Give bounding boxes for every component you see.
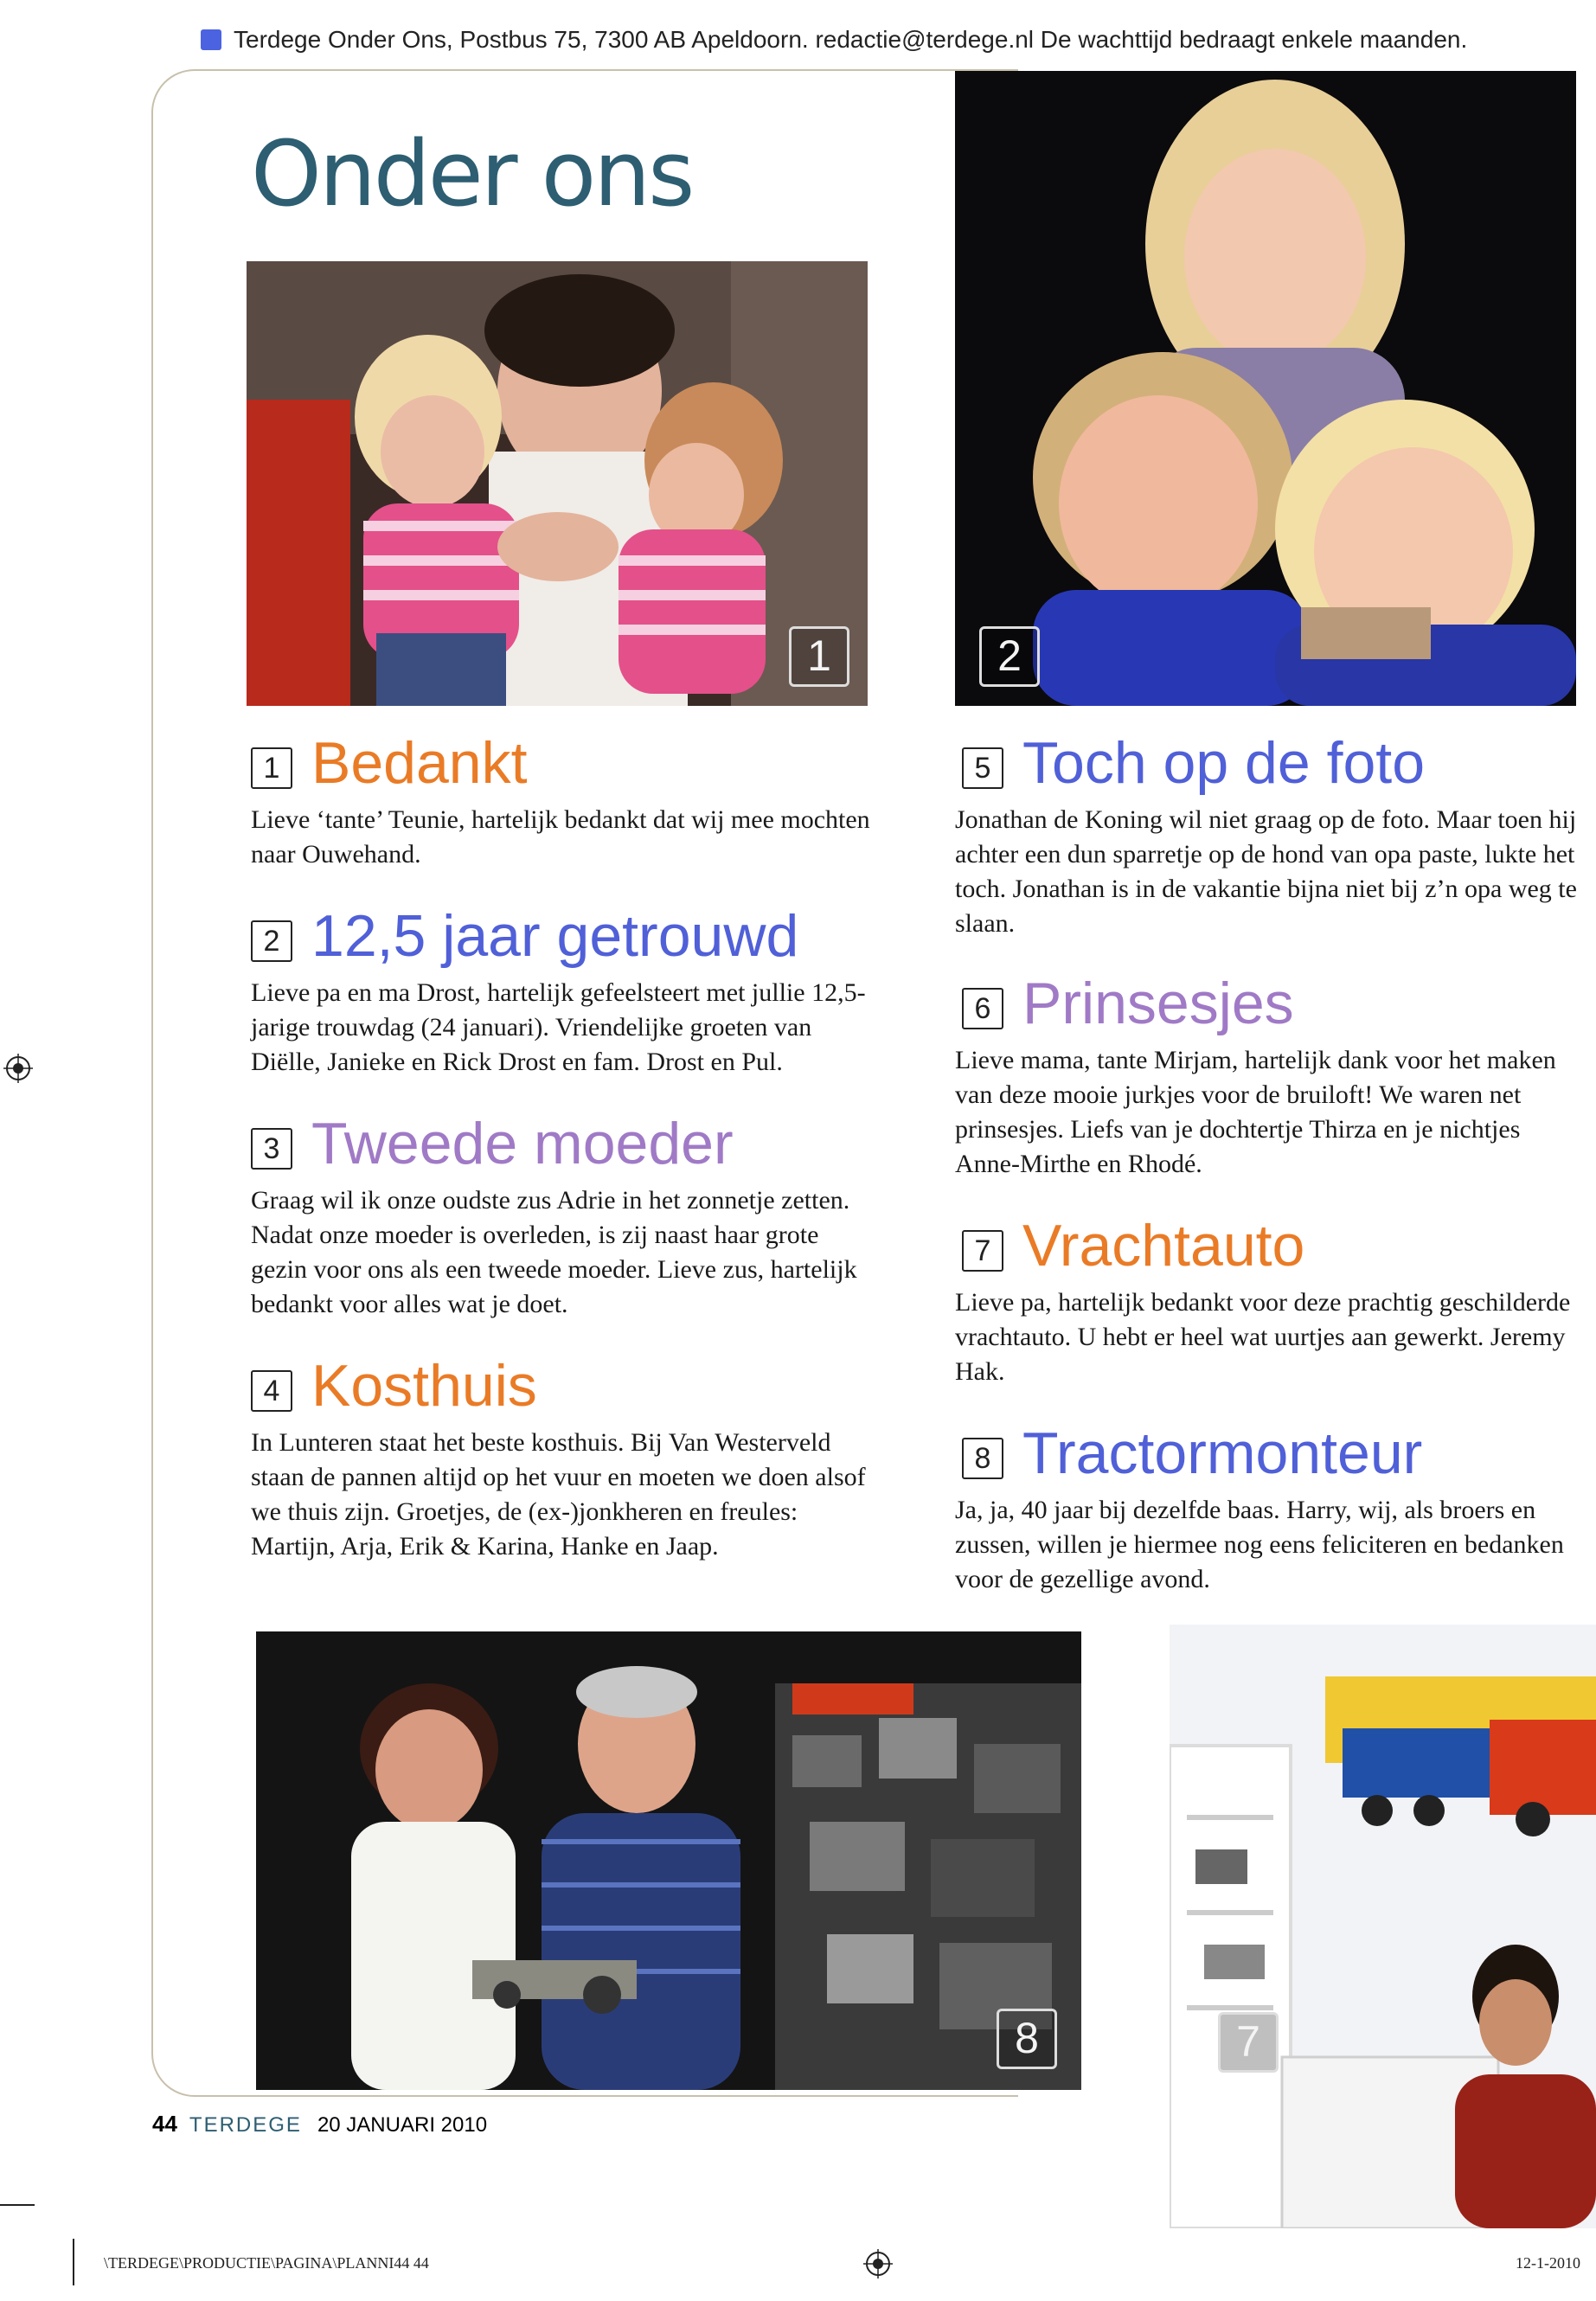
heading-1 (251, 730, 528, 796)
photo-2-three-children (955, 71, 1576, 706)
heading-4 (251, 1353, 537, 1419)
item-number-8: 8 (962, 1438, 1003, 1479)
page-title: Onder ons (251, 121, 693, 227)
text-5: Jonathan de Koning wil niet graag op de foto. Maar toen hij achter een dun sparretje op de hond van opa paste, lukte het toch. Jonathan is in de vakantie bijna niet bij z’n opa weg te slaan. (955, 805, 1577, 938)
crop-mark-vertical (73, 2239, 74, 2285)
footer-brand: TERDEGE (189, 2113, 302, 2137)
text-6: Lieve mama, tante Mirjam, hartelijk dank voor het maken van deze mooie jurkjes voor de bruiloft! We waren net prinsesjes. Liefs van je dochtertje Thirza en je nichtjes Anne-Mirthe en Rhodé. (955, 1046, 1556, 1178)
heading-8-title: Tractormonteur (1022, 1420, 1423, 1486)
photo-7-number-badge: 7 (1218, 2012, 1279, 2073)
crop-mark-horizontal (0, 2204, 35, 2206)
heading-4-title: Kosthuis (311, 1353, 537, 1419)
registration-mark-icon (3, 1054, 33, 1083)
item-number-6: 6 (962, 988, 1003, 1029)
heading-1-title: Bedankt (311, 730, 528, 796)
photo-7-boy-truck (1170, 1625, 1596, 2228)
photo-1-mother-daughters (247, 261, 868, 706)
contact-text: Terdege Onder Ons, Postbus 75, 7300 AB Apeldoorn. redactie@terdege.nl De wachttijd bedraagt enkele maanden. (234, 26, 1468, 53)
text-3: Graag wil ik onze oudste zus Adrie in het zonnetje zetten. Nadat onze moeder is overleden, is zij naast haar grote gezin voor ons als een tweede moeder. Lieve zus, hartelijk bedankt voor alles wat je doet. (251, 1186, 857, 1318)
heading-8 (962, 1420, 1423, 1486)
heading-5 (962, 730, 1426, 796)
photo-1-number-badge: 1 (789, 626, 849, 687)
text-2: Lieve pa en ma Drost, hartelijk gefeelsteert met jullie 12,5-jarige trouwdag (24 januari). Vriendelijke groeten van Diëlle, Janieke en Rick Drost en fam. Drost en Pul. (251, 978, 866, 1076)
heading-6-title: Prinsesjes (1022, 971, 1294, 1036)
page-number: 44 (152, 2111, 177, 2137)
heading-5-title: Toch op de foto (1022, 730, 1426, 796)
registration-mark-icon (863, 2249, 893, 2279)
heading-7-title: Vrachtauto (1022, 1213, 1305, 1279)
photo-8-number-badge: 8 (997, 2009, 1057, 2069)
item-number-7: 7 (962, 1230, 1003, 1272)
contact-bar (201, 26, 1467, 54)
slug-path: \TERDEGE\PRODUCTIE\PAGINA\PLANNI44 44 (104, 2254, 429, 2272)
footer-date: 20 JANUARI 2010 (317, 2113, 488, 2137)
heading-3-title: Tweede moeder (311, 1111, 734, 1176)
item-number-4: 4 (251, 1370, 292, 1412)
slug-date: 12-1-2010 (1516, 2254, 1580, 2272)
square-bullet-icon (201, 29, 221, 50)
heading-3 (251, 1111, 734, 1176)
heading-6 (962, 971, 1294, 1036)
photo-8-couple-tractor (256, 1631, 1081, 2090)
photo-2-number-badge: 2 (979, 626, 1040, 687)
text-8: Ja, ja, 40 jaar bij dezelfde baas. Harry, wij, als broers en zussen, willen je hiermee nog eens feliciteren en bedanken voor de gezellige avond. (955, 1496, 1564, 1593)
item-number-2: 2 (251, 920, 292, 962)
text-4: In Lunteren staat het beste kosthuis. Bij Van Westerveld staan de pannen altijd op het vuur en moeten we doen alsof we thuis zijn. Groetjes, de (ex-)jonkheren en freules: Martijn, Arja, Erik & Karina, Hanke en Jaap. (251, 1428, 866, 1561)
heading-2-title: 12,5 jaar getrouwd (311, 903, 799, 969)
item-number-1: 1 (251, 747, 292, 789)
item-number-3: 3 (251, 1128, 292, 1170)
page-footer (152, 2111, 487, 2138)
item-number-5: 5 (962, 747, 1003, 789)
text-7: Lieve pa, hartelijk bedankt voor deze prachtig geschilderde vrachtauto. U hebt er heel wat uurtjes aan gewerkt. Jeremy Hak. (955, 1288, 1571, 1386)
heading-2 (251, 903, 799, 969)
heading-7 (962, 1213, 1305, 1279)
text-1: Lieve ‘tante’ Teunie, hartelijk bedankt dat wij mee mochten naar Ouwehand. (251, 805, 870, 868)
